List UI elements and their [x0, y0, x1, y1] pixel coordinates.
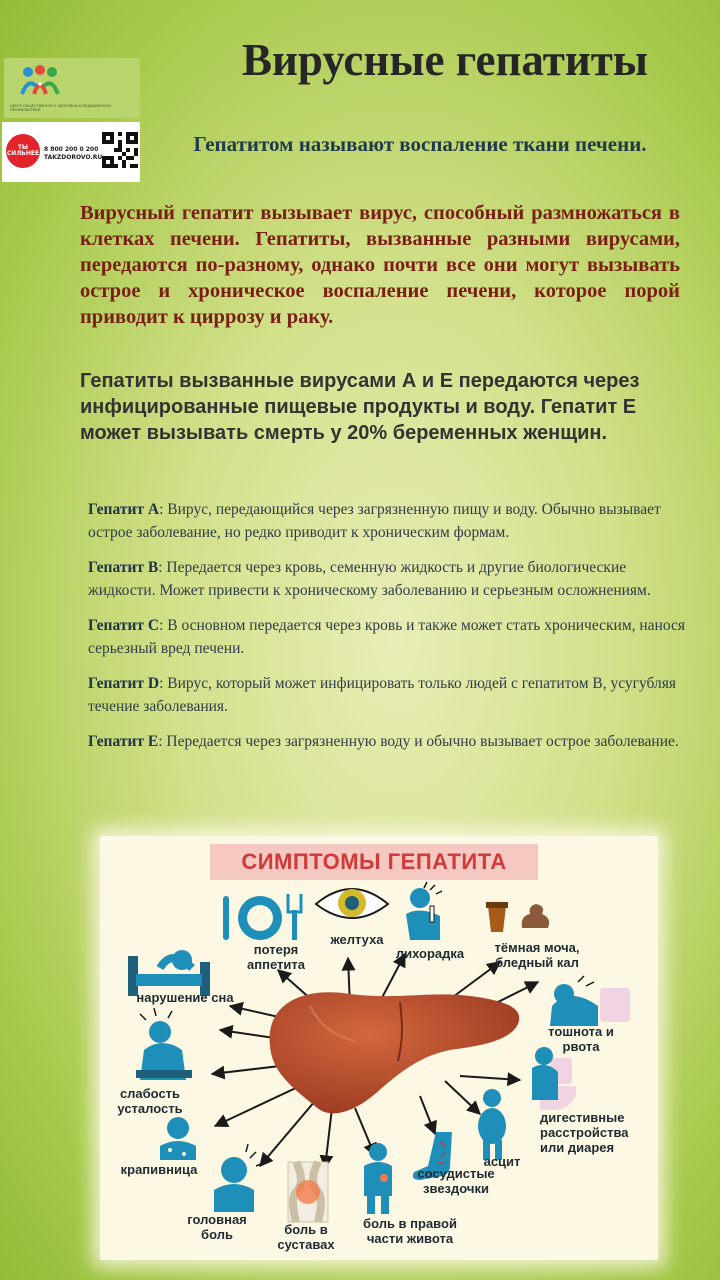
intro-paragraph: Вирусный гепатит вызывает вирус, способный размножаться в клетках печени. Гепатиты, вызванные разными вирусами, передаются по-разному, однако почти все они могут вызывать острое и хроническое воспаление печени, которое порой приводит к циррозу и раку.: [80, 202, 680, 328]
fever-icon: [406, 882, 442, 940]
abdomen-pain-icon: [364, 1143, 392, 1214]
headache-icon: [214, 1144, 264, 1212]
promo-site: TAKZDOROVO.RU: [44, 154, 103, 161]
ascites-icon: [478, 1089, 506, 1160]
symptom-digestive: [540, 1110, 650, 1155]
transmission-paragraph: Гепатиты вызванные вирусами А и Е передаются через инфицированные пищевые продукты и воду. Гепатит Е может вызывать смерть у 20% беременных женщин.: [80, 370, 640, 444]
symptom-nausea: [546, 1024, 616, 1054]
promo-banner: [2, 122, 140, 182]
symptom-sleep: нарушение сна: [136, 990, 234, 1005]
label-line: дигестивные: [540, 1110, 625, 1125]
org-name: ЦЕНТР ОБЩЕСТВЕННОГО ЗДОРОВЬЯ И МЕДИЦИНСКОЙ ПРОФИЛАКТИКИ: [10, 104, 111, 112]
page-title: Вирусные гепатиты: [241, 35, 649, 85]
label-line: части живота: [366, 1231, 454, 1246]
qr-code-icon: [102, 132, 138, 168]
list-item: [88, 498, 688, 544]
promo-badge: ТЫ СИЛЬНЕЕ: [6, 134, 40, 168]
subtitle: Гепатитом называют воспаление ткани печени.: [193, 132, 647, 156]
label-line: тошнота и: [548, 1024, 614, 1039]
knee-joint-icon: [288, 1162, 328, 1222]
eye-icon: [316, 889, 388, 918]
symptom-abdomen: [350, 1216, 470, 1246]
list-item: [88, 614, 688, 660]
symptom-hives: крапивница: [120, 1162, 198, 1177]
list-item: [88, 672, 688, 718]
symptoms-header: СИМПТОМЫ ГЕПАТИТА: [210, 844, 538, 880]
symptom-fever: лихорадка: [395, 946, 465, 961]
label-line: или диарея: [540, 1140, 615, 1155]
type-name: Гепатит А: [88, 501, 160, 518]
list-item: [88, 556, 688, 602]
type-name: Гепатит Е: [88, 733, 159, 750]
type-desc: : В основном передается через кровь и также может стать хроническим, нанося серьезный вред печени.: [88, 617, 685, 657]
type-desc: : Передается через кровь, семенную жидкость и другие биологические жидкости. Может привести к хроническому заболеванию и серьезным осложнениям.: [88, 559, 651, 599]
symptoms-infographic: [100, 836, 658, 1260]
label-line: усталость: [117, 1101, 183, 1116]
hepatitis-types-list: [88, 498, 688, 765]
weakness-icon: [136, 1008, 192, 1080]
liver-image: [270, 992, 520, 1113]
org-logo: [4, 58, 140, 118]
type-desc: : Вирус, передающийся через загрязненную пищу и воду. Обычно вызывает острое заболевание, но редко приводит к хроническим формам.: [88, 501, 661, 541]
plate-icon: [223, 894, 301, 940]
label-line: звездочки: [423, 1181, 489, 1196]
promo-phone: 8 800 200 0 200: [44, 146, 99, 153]
symptom-urine: [482, 940, 592, 970]
label-line: слабость: [119, 1086, 181, 1101]
hives-icon: [160, 1117, 196, 1160]
type-name: Гепатит С: [88, 617, 160, 634]
label-line: аппетита: [247, 957, 305, 972]
symptom-headache: [172, 1212, 262, 1242]
toilet-icon: [532, 1047, 576, 1110]
label-line: суставах: [277, 1237, 335, 1252]
urine-stool-icon: [486, 902, 549, 932]
symptom-ascites: асцит: [483, 1154, 521, 1169]
type-name: Гепатит В: [88, 559, 159, 576]
label-line: головная: [187, 1212, 247, 1227]
people-logo-icon: [18, 64, 62, 100]
symptom-joints: [266, 1222, 346, 1252]
type-desc: : Передается через загрязненную воду и обычно вызывает острое заболевание.: [158, 733, 679, 750]
symptom-appetite: [236, 942, 316, 972]
label-line: боль в: [284, 1222, 328, 1237]
label-line: сосудистые: [417, 1166, 495, 1181]
symptom-weakness: [110, 1086, 190, 1116]
promo-contact: [44, 146, 102, 162]
nausea-icon: [550, 976, 630, 1026]
label-line: расстройства: [540, 1125, 629, 1140]
type-name: Гепатит D: [88, 675, 160, 692]
type-desc: : Вирус, который может инфицировать только людей с гепатитом В, усугубляя течение заболевания.: [88, 675, 677, 715]
label-line: боль в правой: [363, 1216, 457, 1231]
label-line: тёмная моча,: [494, 940, 580, 955]
symptom-jaundice: желтуха: [330, 932, 384, 947]
list-item: [88, 730, 688, 753]
label-line: потеря: [253, 942, 299, 957]
symptom-spider-veins: [406, 1166, 506, 1196]
label-line: боль: [201, 1227, 233, 1242]
label-line: рвота: [562, 1039, 600, 1054]
label-line: бледный кал: [495, 955, 579, 970]
